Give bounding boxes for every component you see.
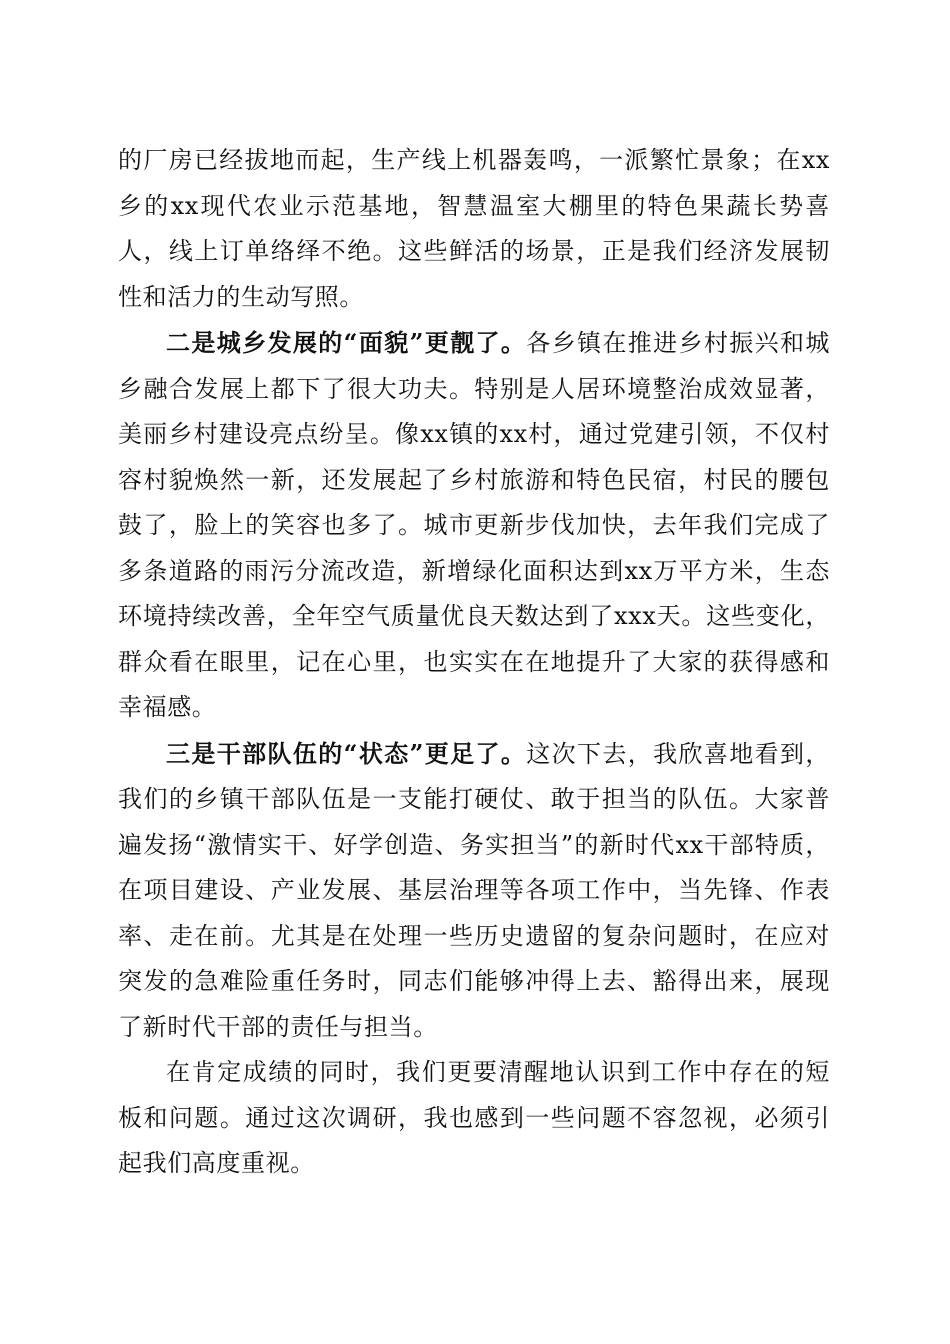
- paragraph-heading: 二是城乡发展的“面貌”更靓了。: [166, 328, 527, 357]
- paragraph-continuation: [118, 138, 830, 320]
- paragraph-heading: 三是干部队伍的“状态”更足了。: [166, 738, 527, 768]
- document-body: [118, 138, 830, 1187]
- paragraph-text: 的厂房已经拔地而起，生产线上机器轰鸣，一派繁忙景象；在xx乡的xx现代农业示范基地，智慧温室大棚里的特色果蔬长势喜人，线上订单络绎不绝。这些鲜活的场景，正是我们经济发展韧性和活力的生动写照。: [118, 146, 830, 311]
- paragraph-text: 各乡镇在推进乡村振兴和城乡融合发展上都下了很大功夫。特别是人居环境整治成效显著，美丽乡村建设亮点纷呈。像xx镇的xx村，通过党建引领，不仅村容村貌焕然一新，还发展起了乡村旅游和特色民宿，村民的腰包鼓了，脸上的笑容也多了。城市更新步伐加快，去年我们完成了多条道路的雨污分流改造，新增绿化面积达到xx万平方米，生态环境持续改善，全年空气质量优良天数达到了xxx天。这些变化，群众看在眼里，记在心里，也实实在在地提升了大家的获得感和幸福感。: [118, 329, 831, 721]
- paragraph-text: 这次下去，我欣喜地看到，我们的乡镇干部队伍是一支能打硬仗、敢于担当的队伍。大家普遍发扬“激情实干、好学创造、务实担当”的新时代xx干部特质，在项目建设、产业发展、基层治理等各项工作中，当先锋、作表率、走在前。尤其是在处理一些历史遗留的复杂问题时，在应对突发的急难险重任务时，同志们能够冲得上去、豁得出来，展现了新时代干部的责任与担当。: [118, 739, 831, 1041]
- paragraph-problems: [118, 1050, 830, 1187]
- paragraph-urban-rural: [118, 320, 830, 731]
- paragraph-cadre-team: [118, 731, 830, 1051]
- paragraph-text: 在肯定成绩的同时，我们更要清醒地认识到工作中存在的短板和问题。通过这次调研，我也感到一些问题不容忽视，必须引起我们高度重视。: [118, 1058, 830, 1177]
